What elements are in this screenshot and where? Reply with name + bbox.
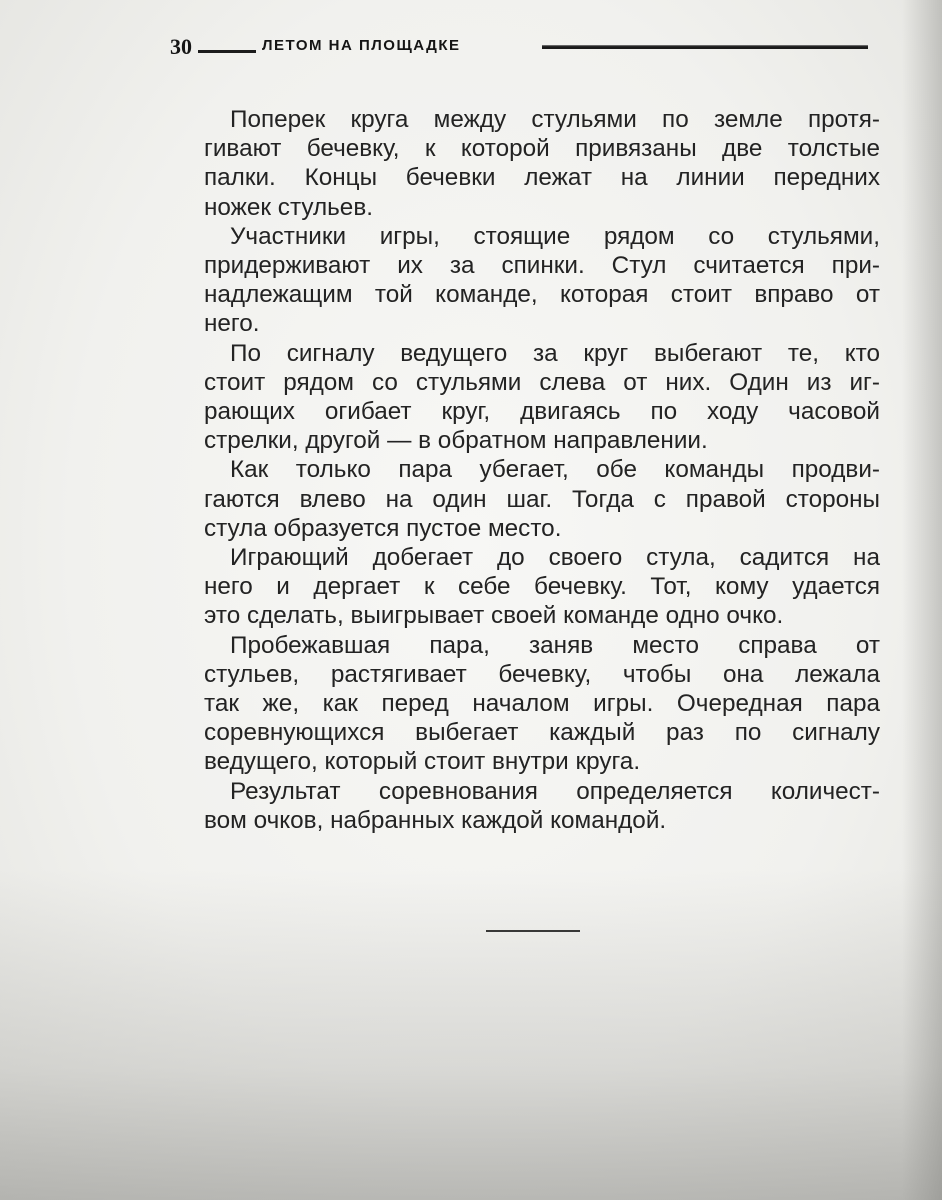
text-line: Участники игры, стоящие рядом со стульями, <box>230 222 880 250</box>
page-shadow-right <box>902 0 942 1200</box>
text-line: стоит рядом со стульями слева от них. Один из иг- <box>204 368 880 396</box>
text-line: придерживают их за спинки. Стул считается при- <box>204 252 880 280</box>
header-rule-left <box>198 50 256 53</box>
text-line: вом очков, набранных каждой командой. <box>204 806 667 834</box>
paragraph <box>178 222 880 339</box>
text-line: палки. Концы бечевки лежат на линии передних <box>204 164 880 192</box>
text-line: гивают бечевку, к которой привязаны две толстые <box>204 135 880 163</box>
text-line: стульев, растягивает бечевку, чтобы она лежала <box>204 660 880 688</box>
text-line: ведущего, который стоит внутри круга. <box>204 748 641 776</box>
text-line: ножек стульев. <box>204 193 373 221</box>
text-line: него и дергает к себе бечевку. Тот, кому удается <box>204 573 880 601</box>
text-line: По сигналу ведущего за круг выбегают те, кто <box>230 339 880 367</box>
text-line: так же, как перед началом игры. Очередная пара <box>204 690 880 718</box>
text-line: Как только пара убегает, обе команды продви- <box>230 456 880 484</box>
page-header <box>170 34 870 60</box>
section-end-rule <box>486 930 580 932</box>
text-line: надлежащим той команде, которая стоит вправо от <box>204 281 880 309</box>
text-line: Поперек круга между стульями по земле протя- <box>230 106 880 133</box>
text-line: Играющий добегает до своего стула, садится на <box>230 544 880 572</box>
text-line: гаются влево на один шаг. Тогда с правой стороны <box>204 485 880 513</box>
page-shadow-bottom <box>0 870 942 1200</box>
header-rule-right <box>542 45 868 49</box>
paragraph <box>178 105 880 222</box>
paragraph <box>178 543 880 631</box>
text-line: него. <box>204 310 260 338</box>
text-line: Результат соревнования определяется количест- <box>230 777 880 805</box>
text-line: рающих огибает круг, двигаясь по ходу часовой <box>204 398 880 426</box>
paragraph <box>178 631 880 777</box>
body-text <box>178 105 880 835</box>
text-line: Пробежавшая пара, заняв место справа от <box>230 631 880 659</box>
text-line: стрелки, другой — в обратном направлении. <box>204 427 708 455</box>
paragraph <box>178 455 880 543</box>
text-line: соревнующихся выбегает каждый раз по сигналу <box>204 719 880 747</box>
paragraph <box>178 777 880 835</box>
text-line: это сделать, выигрывает своей команде одно очко. <box>204 602 784 630</box>
text-line: стула образуется пустое место. <box>204 514 562 542</box>
running-title: ЛЕТОМ НА ПЛОЩАДКЕ <box>262 37 461 54</box>
paragraph <box>178 339 880 456</box>
page-number: 30 <box>170 34 192 59</box>
